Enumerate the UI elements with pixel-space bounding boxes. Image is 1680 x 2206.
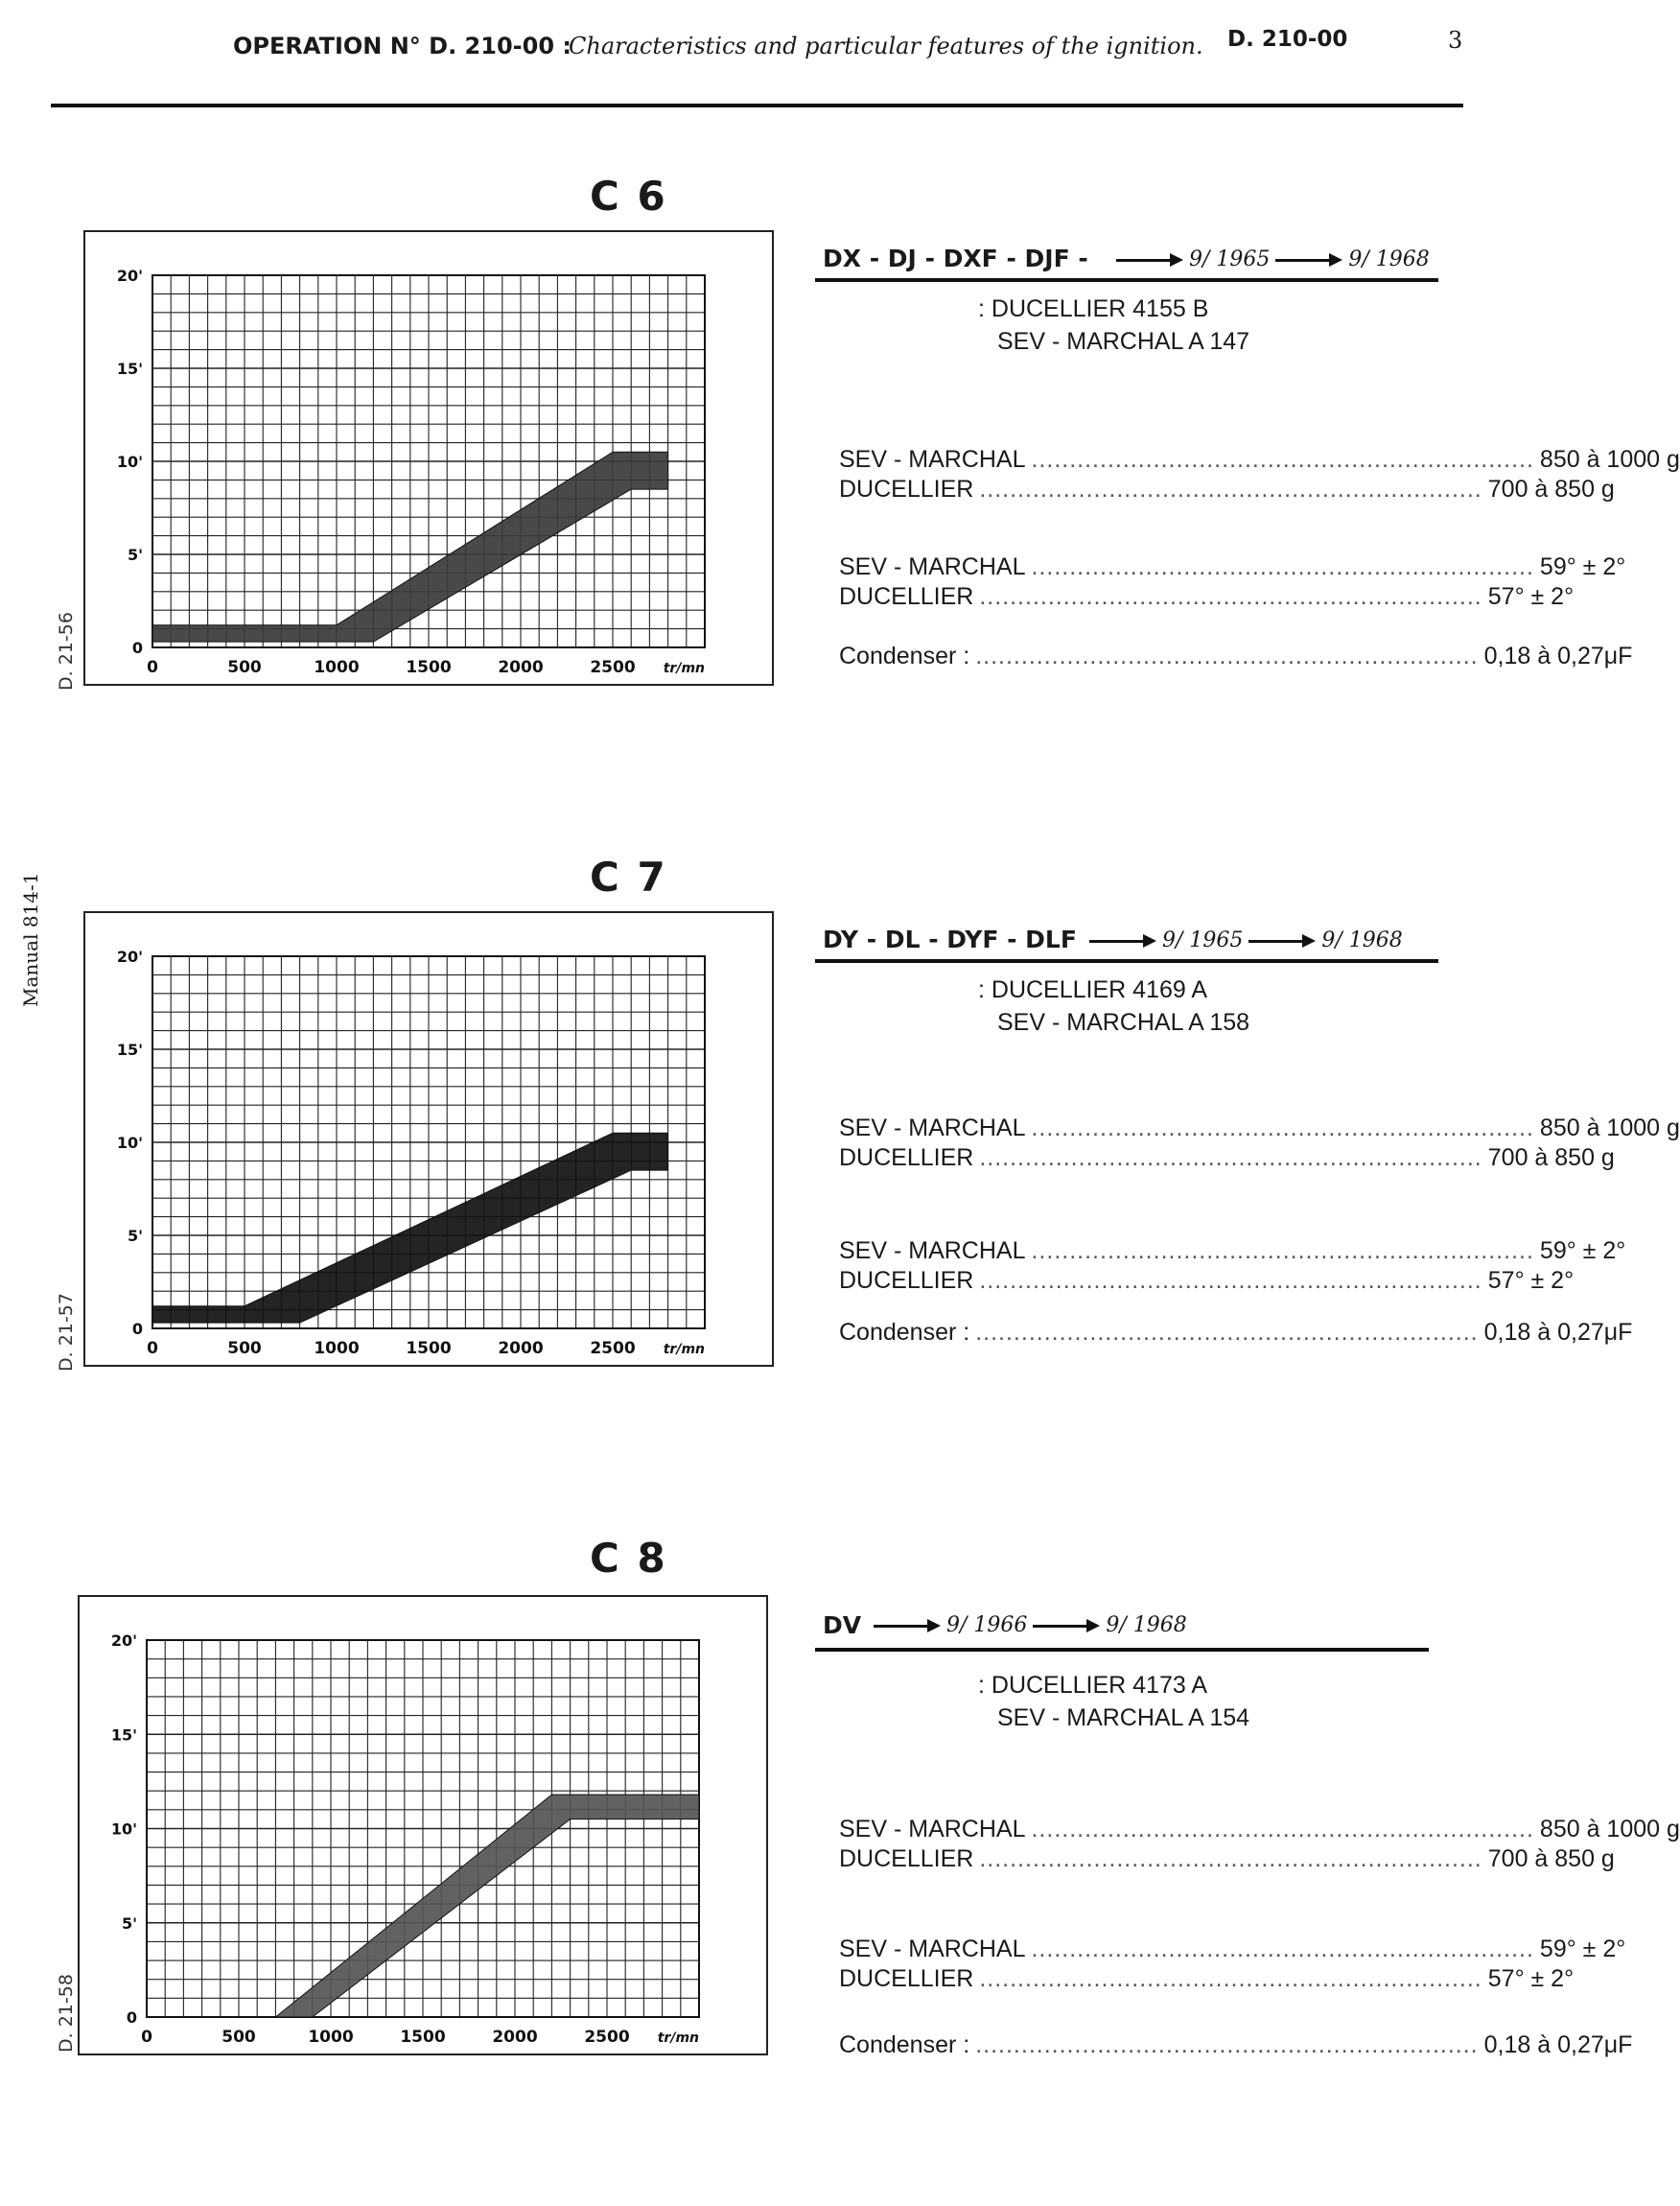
spec-value: 57° ± 2° xyxy=(1487,1965,1575,1992)
advance-curve-chart xyxy=(83,230,774,686)
dot-leader: .................................................................. xyxy=(1031,1237,1534,1264)
spec-row xyxy=(839,583,1575,611)
spec-row xyxy=(839,1237,1626,1265)
spec-name: DUCELLIER xyxy=(839,1267,974,1294)
spec-row xyxy=(839,1319,1633,1347)
arrow-icon xyxy=(1275,251,1342,269)
spec-value: 850 à 1000 g xyxy=(1539,1816,1680,1842)
x-tick-label: 2000 xyxy=(492,2028,538,2047)
x-tick-label: 1500 xyxy=(406,1339,452,1358)
manual-reference: Manual 814-1 xyxy=(19,872,42,1007)
spec-row xyxy=(839,1845,1615,1873)
operation-description: Characteristics and particular features of the ignition. xyxy=(569,33,1203,59)
x-tick-label: 1000 xyxy=(314,658,360,677)
spec-row xyxy=(839,2031,1633,2059)
chart-c7-svg xyxy=(85,913,772,1365)
section-title: C 8 xyxy=(590,1535,667,1582)
y-tick-label: 0 xyxy=(126,2008,137,2027)
x-tick-label: 2500 xyxy=(590,1339,636,1358)
distributor-list xyxy=(978,974,1249,1039)
spec-value: 0,18 à 0,27μF xyxy=(1483,2031,1633,2058)
y-tick-label: 15' xyxy=(110,1725,137,1745)
spec-value: 57° ± 2° xyxy=(1487,583,1575,610)
x-tick-label: 1000 xyxy=(314,1339,360,1358)
date-from: 9/ 1965 xyxy=(1189,247,1271,271)
model-list: DX - DJ - DXF - DJF - xyxy=(823,245,1088,272)
spec-name: DUCELLIER xyxy=(839,476,974,503)
distributor-list xyxy=(978,1669,1249,1734)
section-c7 xyxy=(0,854,1680,1525)
x-axis-label: tr/mn xyxy=(663,661,705,676)
y-tick-label: 0 xyxy=(131,1320,143,1338)
dot-leader: .................................................................. xyxy=(975,2031,1479,2058)
spec-name: Condenser : xyxy=(839,1319,970,1346)
dot-leader: .................................................................. xyxy=(1031,1115,1534,1141)
model-dates xyxy=(868,1613,1187,1637)
spec-name: Condenser : xyxy=(839,643,970,669)
model-divider xyxy=(815,1648,1429,1652)
model-dates xyxy=(1110,247,1430,271)
spec-value: 59° ± 2° xyxy=(1539,1237,1626,1264)
figure-reference: D. 21-58 xyxy=(56,1974,77,2053)
distributor-list xyxy=(978,293,1249,358)
spec-row xyxy=(839,476,1615,504)
spec-value: 850 à 1000 g xyxy=(1539,446,1680,473)
spec-value: 57° ± 2° xyxy=(1487,1267,1575,1294)
arrow-icon xyxy=(1033,1617,1100,1634)
spec-value: 0,18 à 0,27μF xyxy=(1483,643,1633,669)
y-tick-label: 0 xyxy=(131,639,143,657)
advance-curve-chart xyxy=(83,911,774,1367)
header-divider xyxy=(51,104,1463,107)
spec-name: DUCELLIER xyxy=(839,583,974,610)
spec-row xyxy=(839,446,1680,474)
x-tick-label: 2500 xyxy=(584,2028,630,2047)
grid xyxy=(147,1640,699,2017)
dot-leader: .................................................................. xyxy=(979,1845,1482,1872)
dot-leader: .................................................................. xyxy=(1031,446,1534,473)
y-tick-label: 10' xyxy=(116,1134,143,1152)
model-divider xyxy=(815,959,1438,963)
spec-row xyxy=(839,1816,1680,1843)
model-list: DV xyxy=(823,1611,862,1639)
spec-row xyxy=(839,643,1633,670)
page-number: 3 xyxy=(1448,27,1463,54)
x-tick-label: 500 xyxy=(227,1339,262,1358)
dot-leader: .................................................................. xyxy=(979,476,1482,503)
distributor-2: SEV - MARCHAL A 154 xyxy=(997,1704,1250,1731)
section-title: C 7 xyxy=(590,854,667,901)
dot-leader: .................................................................. xyxy=(975,1319,1479,1346)
x-tick-label: 0 xyxy=(147,1339,158,1358)
x-tick-label: 1500 xyxy=(400,2028,446,2047)
dot-leader: .................................................................. xyxy=(1031,1816,1534,1842)
dot-leader: .................................................................. xyxy=(1031,1936,1534,1962)
spec-name: SEV - MARCHAL xyxy=(839,553,1026,580)
x-tick-label: 500 xyxy=(227,658,262,677)
dot-leader: .................................................................. xyxy=(975,643,1479,669)
figure-reference: D. 21-56 xyxy=(56,612,77,691)
spec-row xyxy=(839,1115,1680,1142)
x-tick-label: 500 xyxy=(222,2028,256,2047)
chart-c8-svg xyxy=(80,1597,766,2053)
spec-value: 59° ± 2° xyxy=(1539,553,1626,580)
spec-name: DUCELLIER xyxy=(839,1144,974,1171)
spec-row xyxy=(839,1936,1626,1963)
spec-row xyxy=(839,1965,1575,1993)
distributor-2: SEV - MARCHAL A 158 xyxy=(997,1009,1250,1036)
y-tick-label: 15' xyxy=(116,360,143,378)
x-tick-label: 2500 xyxy=(590,658,636,677)
y-tick-label: 20' xyxy=(116,948,143,966)
spec-value: 850 à 1000 g xyxy=(1539,1115,1680,1141)
section-title: C 6 xyxy=(590,173,667,220)
x-tick-label: 2000 xyxy=(498,1339,544,1358)
spec-value: 0,18 à 0,27μF xyxy=(1483,1319,1633,1346)
spec-value: 700 à 850 g xyxy=(1487,1845,1615,1872)
y-tick-label: 20' xyxy=(116,267,143,285)
section-c6 xyxy=(0,173,1680,844)
spec-name: SEV - MARCHAL xyxy=(839,446,1026,473)
model-dates xyxy=(1084,928,1403,952)
date-from: 9/ 1965 xyxy=(1162,928,1244,952)
date-to: 9/ 1968 xyxy=(1348,247,1430,271)
spec-name: SEV - MARCHAL xyxy=(839,1237,1026,1264)
x-tick-label: 0 xyxy=(147,658,158,677)
x-tick-label: 2000 xyxy=(498,658,544,677)
spec-value: 700 à 850 g xyxy=(1487,1144,1615,1171)
dot-leader: .................................................................. xyxy=(979,1144,1482,1171)
spec-name: DUCELLIER xyxy=(839,1845,974,1872)
operation-number: OPERATION N° D. 210-00 : xyxy=(233,33,572,59)
arrow-icon xyxy=(874,1617,941,1634)
dot-leader: .................................................................. xyxy=(979,583,1482,610)
distributor-1: : DUCELLIER 4169 A xyxy=(978,976,1208,1003)
date-to: 9/ 1968 xyxy=(1106,1613,1187,1637)
spec-value: 59° ± 2° xyxy=(1539,1936,1626,1962)
model-divider xyxy=(815,278,1438,282)
spec-name: Condenser : xyxy=(839,2031,970,2058)
y-tick-label: 10' xyxy=(110,1819,137,1839)
spec-name: DUCELLIER xyxy=(839,1965,974,1992)
date-to: 9/ 1968 xyxy=(1321,928,1403,952)
y-tick-label: 5' xyxy=(127,1227,143,1245)
y-tick-label: 10' xyxy=(116,453,143,471)
page-header xyxy=(0,0,1502,110)
spec-name: SEV - MARCHAL xyxy=(839,1936,1026,1962)
distributor-2: SEV - MARCHAL A 147 xyxy=(997,328,1250,355)
x-tick-label: 1500 xyxy=(406,658,452,677)
figure-reference: D. 21-57 xyxy=(56,1293,77,1372)
arrow-icon xyxy=(1116,251,1183,269)
dot-leader: .................................................................. xyxy=(1031,553,1534,580)
spec-row xyxy=(839,1144,1615,1172)
spec-row xyxy=(839,553,1626,581)
chart-c6-svg xyxy=(85,232,772,684)
x-tick-label: 1000 xyxy=(308,2028,354,2047)
arrow-icon xyxy=(1248,932,1316,950)
distributor-1: : DUCELLIER 4173 A xyxy=(978,1672,1208,1699)
operation-code: D. 210-00 xyxy=(1227,27,1348,52)
x-axis-label: tr/mn xyxy=(663,1342,705,1357)
x-tick-label: 0 xyxy=(141,2028,152,2047)
y-tick-label: 20' xyxy=(110,1631,137,1650)
y-tick-label: 5' xyxy=(121,1913,137,1933)
dot-leader: .................................................................. xyxy=(979,1965,1482,1992)
y-tick-label: 5' xyxy=(127,546,143,564)
date-from: 9/ 1966 xyxy=(946,1613,1028,1637)
spec-name: SEV - MARCHAL xyxy=(839,1816,1026,1842)
dot-leader: .................................................................. xyxy=(979,1267,1482,1294)
x-axis-label: tr/mn xyxy=(657,2030,699,2046)
spec-row xyxy=(839,1267,1575,1295)
spec-name: SEV - MARCHAL xyxy=(839,1115,1026,1141)
spec-value: 700 à 850 g xyxy=(1487,476,1615,503)
distributor-1: : DUCELLIER 4155 B xyxy=(978,295,1209,322)
section-c8 xyxy=(0,1535,1680,2206)
advance-curve-chart xyxy=(78,1595,768,2055)
arrow-icon xyxy=(1089,932,1156,950)
y-tick-label: 15' xyxy=(116,1041,143,1059)
model-list: DY - DL - DYF - DLF xyxy=(823,926,1077,953)
